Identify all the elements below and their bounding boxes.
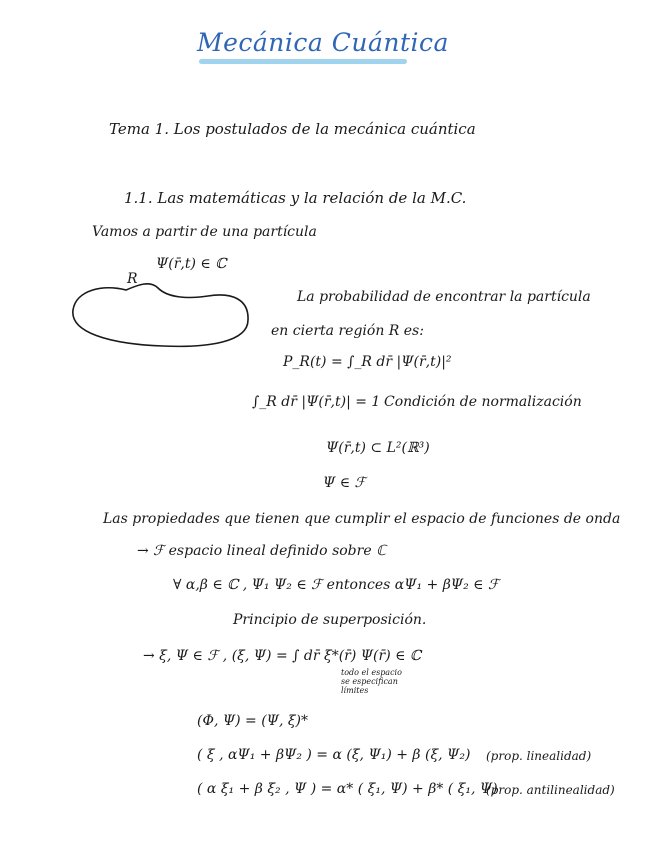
superposition-line: Principio de superposición.	[233, 612, 427, 628]
section-heading: 1.1. Las matemáticas y la relación de la M.C.	[124, 189, 467, 207]
intro-line: Vamos a partir de una partícula	[92, 224, 317, 240]
probability-line-2: en cierta región R es:	[271, 323, 424, 339]
region-diagram	[68, 270, 258, 355]
title-highlight	[199, 59, 407, 64]
psi-complex-line: Ψ(r̄,t) ∈ ℂ	[156, 256, 227, 272]
antilinearity-line: ( α ξ₁ + β ξ₂ , Ψ ) = α* ( ξ₁, Ψ) + β* ( ξ₁, Ψ)	[197, 781, 498, 797]
integral-note-2: se especifican	[341, 677, 398, 686]
psi-in-f-line: Ψ ∈ ℱ	[323, 475, 366, 491]
page-title: Mecánica Cuántica	[197, 28, 449, 57]
linearity-label: (prop. linealidad)	[486, 749, 592, 763]
inner-product-line: → ξ, Ψ ∈ ℱ , (ξ, Ψ) = ∫ dr̄ ξ*(r̄) Ψ(r̄) ∈ ℂ	[143, 648, 422, 664]
properties-line: Las propiedades que tienen que cumplir el espacio de funciones de onda	[103, 511, 621, 527]
probability-line-1: La probabilidad de encontrar la partícula	[297, 289, 591, 305]
normalization-formula: ∫_R dr̄ |Ψ(r̄,t)| = 1	[252, 394, 381, 410]
region-label: R	[127, 271, 138, 287]
linear-space-line: → ℱ espacio lineal definido sobre ℂ	[137, 543, 386, 559]
linear-combination-line: ∀ α,β ∈ ℂ , Ψ₁ Ψ₂ ∈ ℱ entonces αΨ₁ + βΨ₂ ∈ ℱ	[173, 577, 499, 593]
linearity-line: ( ξ , αΨ₁ + βΨ₂ ) = α (ξ, Ψ₁) + β (ξ, Ψ₂)	[197, 747, 471, 763]
hermitian-line: (Φ, Ψ) = (Ψ, ξ)*	[197, 713, 309, 729]
integral-note-1: todo el espacio	[341, 668, 402, 677]
topic-heading: Tema 1. Los postulados de la mecánica cuántica	[109, 120, 476, 138]
probability-formula: P_R(t) = ∫_R dr̄ |Ψ(r̄,t)|²	[283, 354, 452, 370]
integral-note-3: límites	[341, 686, 369, 695]
antilinearity-label: (prop. antilinealidad)	[486, 783, 615, 797]
region-outline	[73, 284, 248, 347]
normalization-label: Condición de normalización	[384, 394, 582, 410]
l2-space-line: Ψ(r̄,t) ⊂ L²(ℝ³)	[326, 440, 430, 456]
